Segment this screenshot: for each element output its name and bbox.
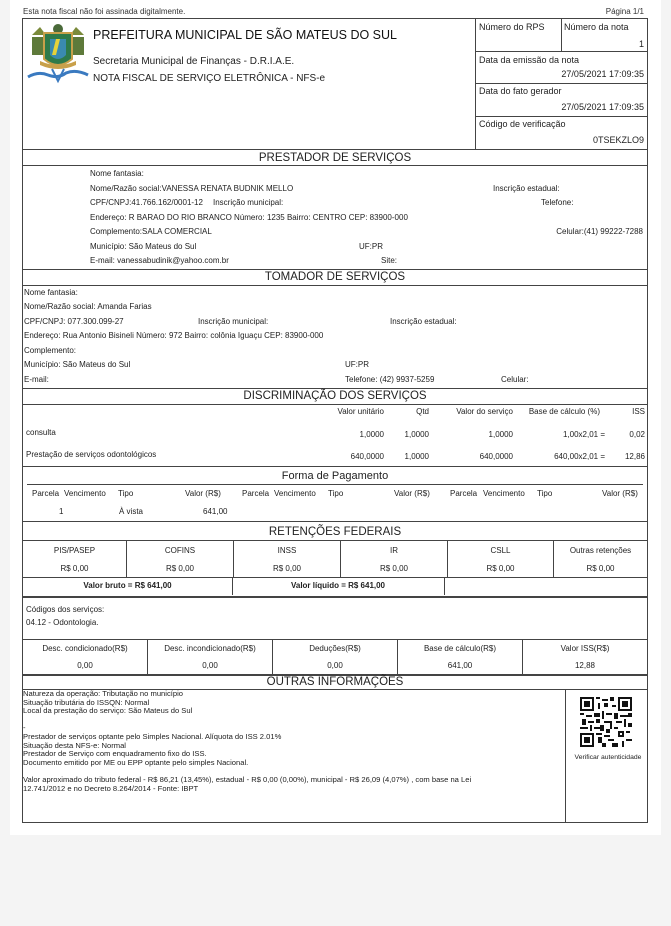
retencoes-title: RETENÇÕES FEDERAIS xyxy=(268,526,402,538)
tomador-cpf-cnpj: CPF/CNPJ: 077.300.099-27 xyxy=(24,317,124,326)
pag-header-parcela-2: Parcela xyxy=(242,489,270,498)
retencao-outras: Outras retenções R$ 0,00 xyxy=(569,546,632,573)
tomador-uf: UF:PR xyxy=(345,360,369,369)
valor-liquido: Valor líquido = R$ 641,00 xyxy=(232,577,445,595)
service-iss: 12,86 xyxy=(624,452,645,461)
retencao-inss: INSS R$ 0,00 xyxy=(234,540,341,577)
total-deducoes: Deduções(R$) 0,00 xyxy=(273,639,398,674)
tomador-telefone: Telefone: (42) 9937-5259 xyxy=(345,375,435,384)
tomador-celular: Celular: xyxy=(501,375,529,384)
prestador-uf: UF:PR xyxy=(359,242,383,251)
header-doc-type: NOTA FISCAL DE SERVIÇO ELETRÔNICA - NFS-e xyxy=(93,73,326,84)
tomador-inscricao-estadual: Inscrição estadual: xyxy=(390,317,457,326)
prestador-telefone: Telefone: xyxy=(541,198,574,207)
pag-header-tipo: Tipo xyxy=(118,489,134,498)
prestador-nome-fantasia: Nome fantasia: xyxy=(90,169,144,178)
prestador-inscricao-estadual: Inscrição estadual: xyxy=(493,184,560,193)
tomador-razao-social: Nome/Razão social: Amanda Farias xyxy=(24,302,152,311)
total-desc-condicionado: Desc. condicionado(R$) 0,00 xyxy=(23,639,148,674)
codigo-verificacao-value: 0TSEKZLO9 xyxy=(592,135,644,145)
header-info-box xyxy=(475,18,648,150)
header-base-calculo: Base de cálculo (%) xyxy=(528,407,600,416)
pag-header-vencimento: Vencimento xyxy=(64,489,106,498)
header-iss: ISS xyxy=(632,407,645,416)
codigos-value: 04.12 - Odontologia. xyxy=(26,618,99,627)
service-iss: 0,02 xyxy=(629,430,645,439)
header-subtitle: Secretaria Municipal de Finanças - D.R.I.A.E. xyxy=(93,56,295,67)
pag-header-parcela-3: Parcela xyxy=(450,489,478,498)
service-qtd: 1,0000 xyxy=(404,452,429,461)
header-qtd: Qtd xyxy=(416,407,429,416)
rps-label: Número do RPS xyxy=(479,22,545,32)
tomador-email: E-mail: xyxy=(24,375,49,384)
service-valor-servico: 640,0000 xyxy=(479,452,513,461)
service-valor-servico: 1,0000 xyxy=(488,430,513,439)
verificar-autenticidade-link[interactable]: Verificar autenticidade xyxy=(574,754,642,761)
service-qtd: 1,0000 xyxy=(404,430,429,439)
pag-header-tipo-3: Tipo xyxy=(537,489,553,498)
prestador-cpf-cnpj: CPF/CNPJ:41.766.162/0001-12 xyxy=(90,198,203,207)
prestador-municipio: Município: São Mateus do Sul xyxy=(90,242,197,251)
prestador-complemento: Complemento:SALA COMERCIAL xyxy=(90,227,212,236)
pag-valor: 641,00 xyxy=(203,507,228,516)
signature-note: Esta nota fiscal não foi assinada digitalmente. xyxy=(23,7,186,16)
service-valor-unitario: 1,0000 xyxy=(359,430,384,439)
prestador-endereco: Endereço: R BARAO DO RIO BRANCO Número: 1235 Bairro: CENTRO CEP: 83900-000 xyxy=(90,213,408,222)
tomador-title: TOMADOR DE SERVIÇOS xyxy=(264,271,406,283)
prestador-email: E-mail: vanessabudinik@yahoo.com.br xyxy=(90,256,229,265)
emissao-label: Data da emissão da nota xyxy=(479,55,580,65)
header-valor-servico: Valor do serviço xyxy=(456,407,513,416)
pag-header-tipo-2: Tipo xyxy=(328,489,344,498)
tomador-nome-fantasia: Nome fantasia: xyxy=(24,288,78,297)
total-desc-incondicionado: Desc. incondicionado(R$) 0,00 xyxy=(148,639,273,674)
outras-title: OUTRAS INFORMAÇÕES xyxy=(266,676,404,688)
retencao-cofins: COFINS R$ 0,00 xyxy=(127,540,234,577)
pagamento-title: Forma de Pagamento xyxy=(281,470,389,482)
service-description: consulta xyxy=(26,428,56,437)
tomador-inscricao-municipal: Inscrição municipal: xyxy=(198,317,269,326)
service-base: 640,00x2,01 = xyxy=(554,452,605,461)
pag-header-vencimento-3: Vencimento xyxy=(483,489,525,498)
codigos-label: Códigos dos serviços: xyxy=(26,605,105,614)
fato-gerador-label: Data do fato gerador xyxy=(479,86,562,96)
nota-label: Número da nota xyxy=(564,22,629,32)
retencao-pis: PIS/PASEP R$ 0,00 xyxy=(23,540,127,577)
service-description: Prestação de serviços odontológicos xyxy=(26,450,157,459)
pag-header-vencimento-2: Vencimento xyxy=(274,489,316,498)
header-valor-unitario: Valor unitário xyxy=(337,407,384,416)
header-title: PREFEITURA MUNICIPAL DE SÃO MATEUS DO SUL xyxy=(93,28,397,42)
service-valor-unitario: 640,0000 xyxy=(350,452,384,461)
prestador-title: PRESTADOR DE SERVIÇOS xyxy=(258,152,412,164)
pag-header-parcela: Parcela xyxy=(32,489,60,498)
page-number: Página 1/1 xyxy=(605,7,644,16)
totais-grid xyxy=(23,639,647,674)
emissao-value: 27/05/2021 17:09:35 xyxy=(561,69,644,79)
prestador-inscricao-municipal: Inscrição municipal: xyxy=(213,198,284,207)
retencao-csll: CSLL R$ 0,00 xyxy=(448,540,554,577)
fato-gerador-value: 27/05/2021 17:09:35 xyxy=(561,102,644,112)
valor-bruto: Valor bruto = R$ 641,00 xyxy=(23,577,233,595)
pag-header-valor: Valor (R$) xyxy=(185,489,221,498)
pag-tipo: À vista xyxy=(119,507,144,516)
prestador-razao-social: Nome/Razão social:VANESSA RENATA BUDNIK MELLO xyxy=(90,184,294,193)
header-box xyxy=(22,18,476,150)
total-valor-iss: Valor ISS(R$) 12,88 xyxy=(560,644,610,670)
prestador-celular: Celular:(41) 99222-7288 xyxy=(556,227,643,236)
discriminacao-title: DISCRIMINAÇÃO DOS SERVIÇOS xyxy=(243,390,427,402)
pag-parcela: 1 xyxy=(59,507,64,516)
tomador-municipio: Município: São Mateus do Sul xyxy=(24,360,131,369)
coat-of-arms-icon xyxy=(26,23,90,85)
outras-text: Natureza da operação: Tributação no município Situação tributária do ISSQN: Normal Local da prestação do serviço: São Mateus do Sul - Prestador de serviços optante pelo Simples Nacional. Alíquota do ISS 2.01% Situação desta NFS-e: Normal Prestador de Serviço com enquadramento fixo do ISS. Documento emitido por ME ou EPP optante pelo simples Nacional. Valor aproximado do tributo federal - R$ 86,21 (13,45%), estadual - R$ 0,00 (0,00%), municipal - R$ 26,09 (4,07%) , com base na Lei 12.741/2012 e no Decreto 8.264/2014 - Fonte: IBPT xyxy=(23,689,472,793)
total-base-calculo: Base de cálculo(R$) 641,00 xyxy=(398,639,523,674)
retencao-ir: IR R$ 0,00 xyxy=(341,540,448,577)
nota-value: 1 xyxy=(638,39,644,49)
prestador-site: Site: xyxy=(381,256,398,265)
tomador-endereco: Endereço: Rua Antonio Bisineli Número: 972 Bairro: colônia Iguaçu CEP: 83900-000 xyxy=(24,331,324,340)
qr-code-icon[interactable] xyxy=(580,697,632,747)
pag-header-valor-3: Valor (R$) xyxy=(602,489,638,498)
service-base: 1,00x2,01 = xyxy=(562,430,605,439)
tomador-complemento: Complemento: xyxy=(24,346,77,355)
pag-header-valor-2: Valor (R$) xyxy=(394,489,430,498)
main-box xyxy=(22,149,648,823)
codigo-verificacao-label: Código de verificação xyxy=(479,119,566,129)
retencoes-grid xyxy=(23,540,647,577)
